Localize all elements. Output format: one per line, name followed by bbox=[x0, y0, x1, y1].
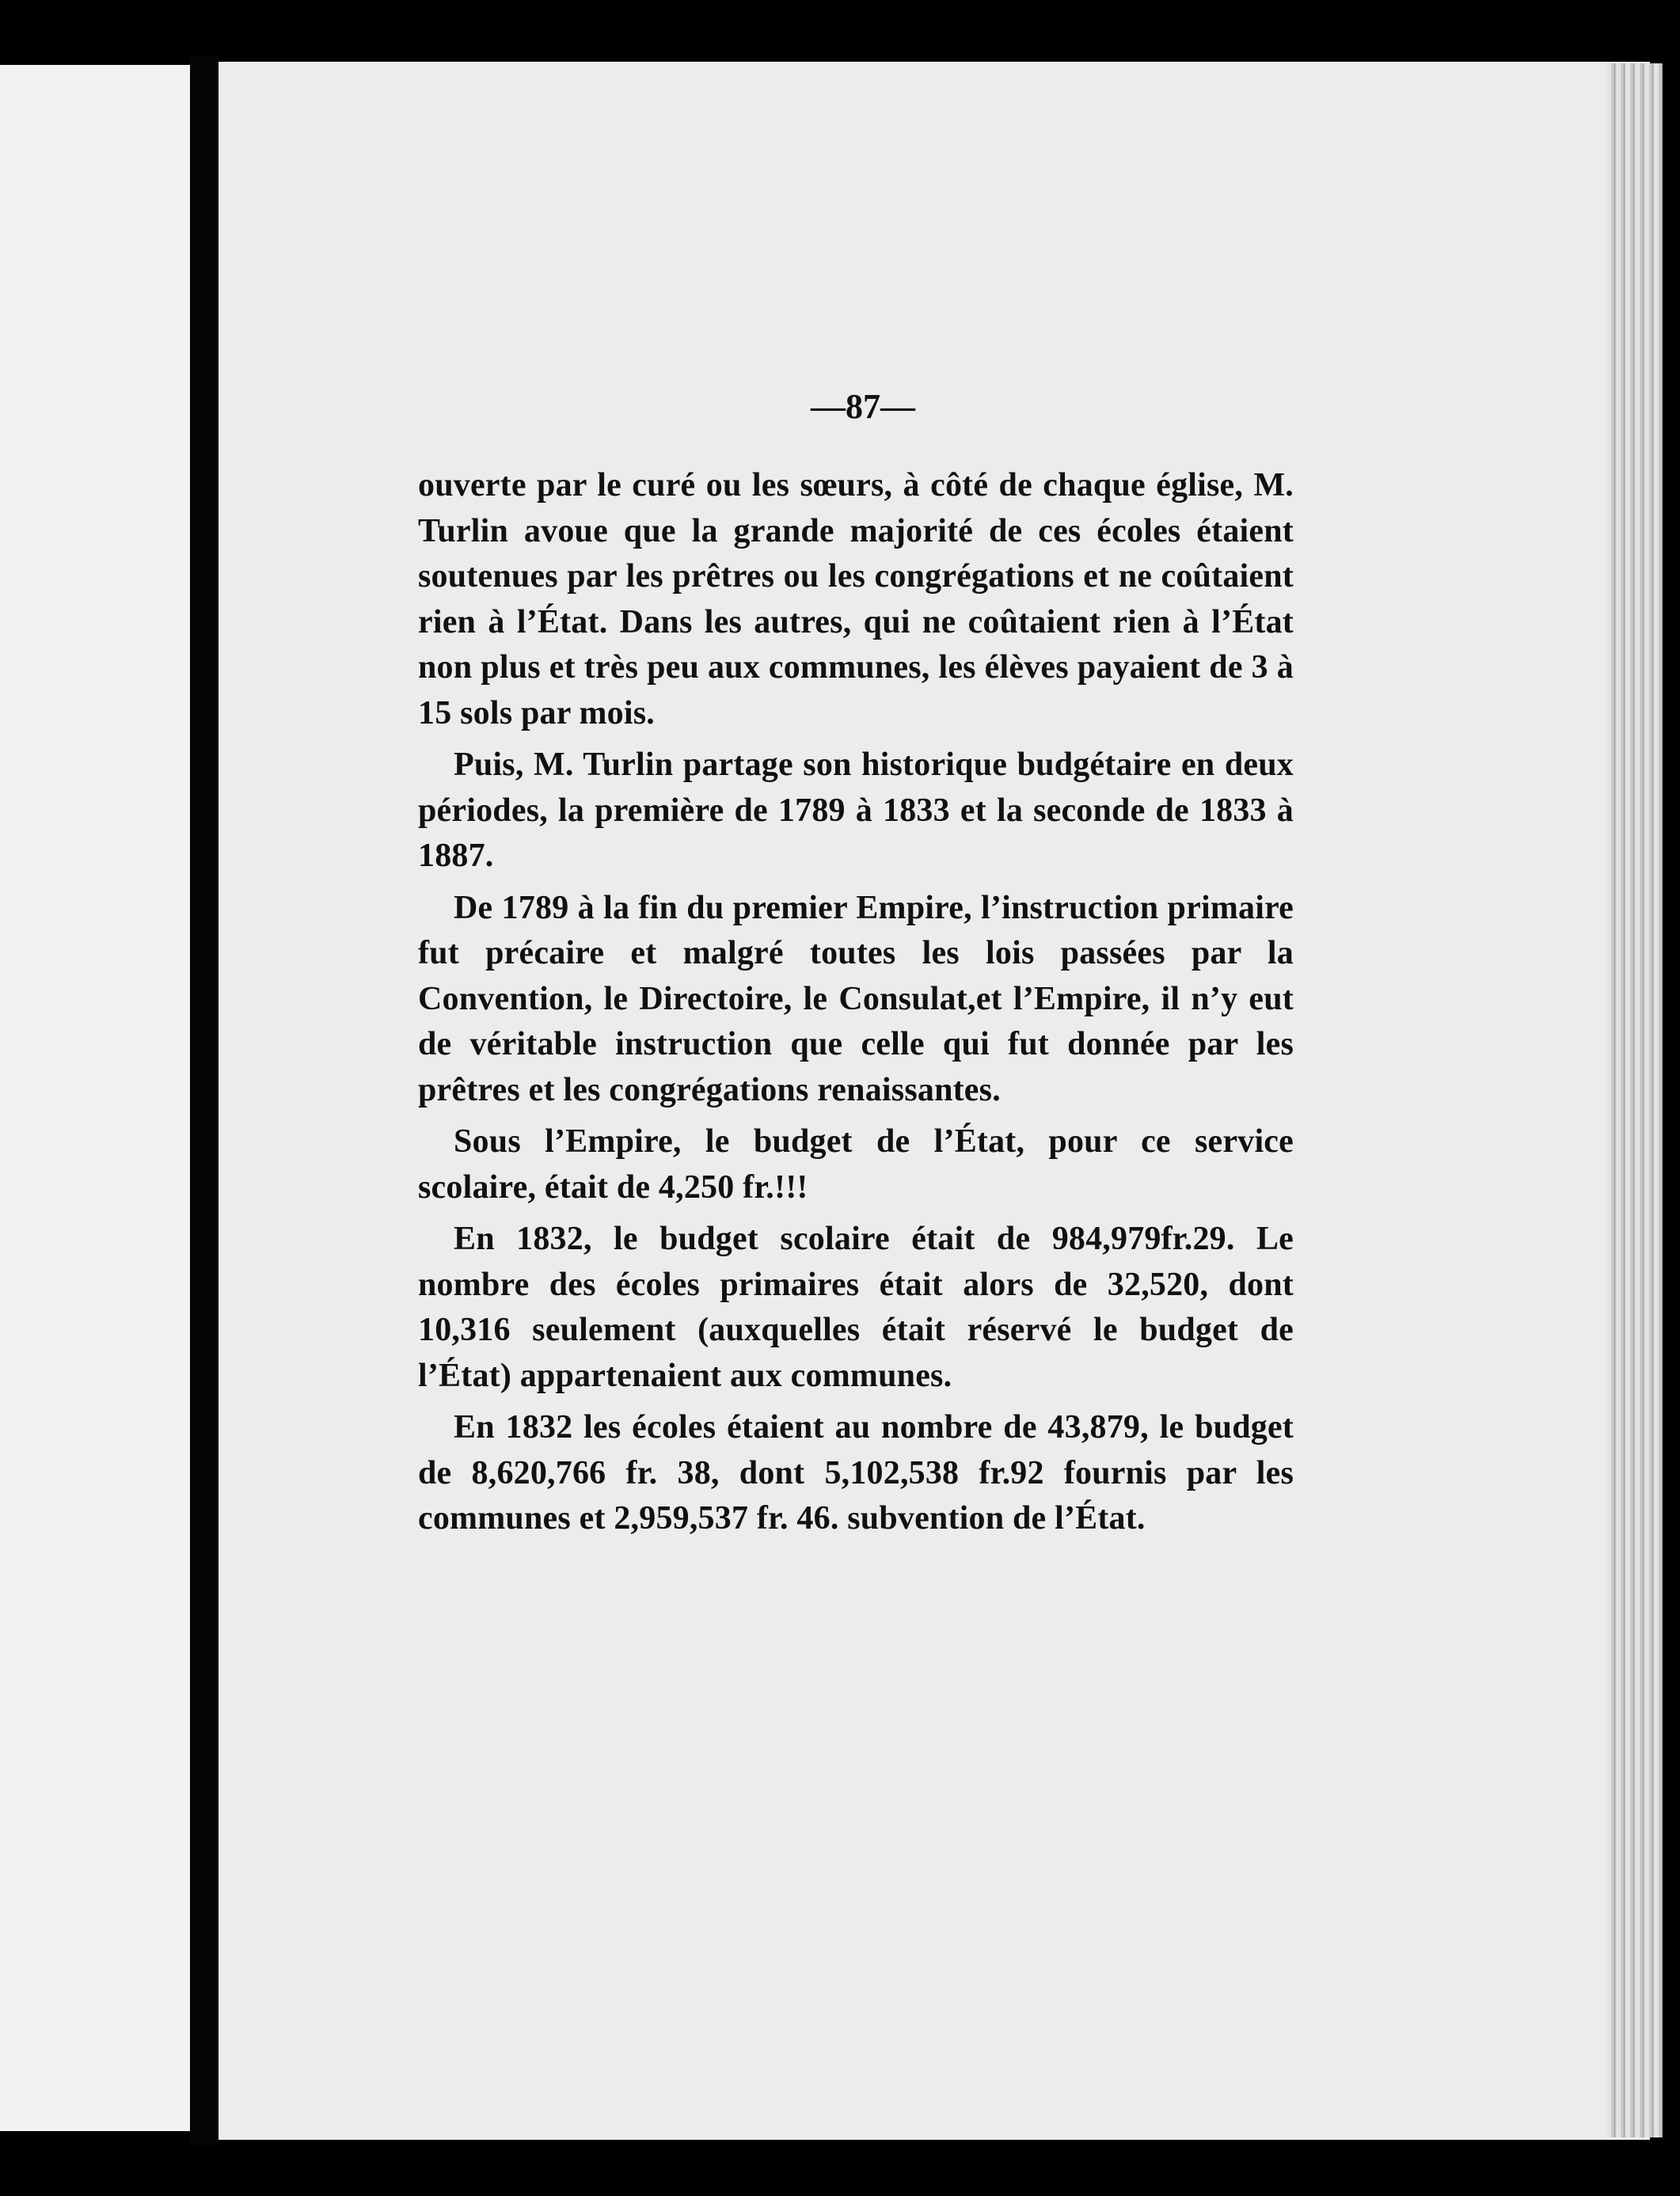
paragraph: De 1789 à la fin du premier Empire, l’instruction primaire fut précaire et malgré toutes les lois passées par la Convention, le Directoire, le Consulat,et l’Empire, il n’y eut de véritable instruction que celle qui fut donnée par les prêtres et les congrégations renaissantes. bbox=[418, 889, 1294, 1108]
body-text bbox=[418, 463, 1294, 1548]
page-number: —87— bbox=[811, 387, 915, 426]
left-page-edge bbox=[0, 65, 190, 2131]
paragraph: Puis, M. Turlin partage son historique budgétaire en deux périodes, la première de 1789 à 1833 et la seconde de 1833 à 1887. bbox=[418, 747, 1294, 874]
book-gutter bbox=[190, 55, 219, 2145]
page-stack-edge bbox=[1607, 63, 1663, 2137]
paragraph: Sous l’Empire, le budget de l’État, pour ce service scolaire, était de 4,250 fr.!!! bbox=[418, 1123, 1294, 1206]
paragraph: En 1832, le budget scolaire était de 984,979fr.29. Le nombre des écoles primaires était alors de 32,520, dont 10,316 seulement (auxquelles était réservé le budget de l’État) appartenaient aux communes. bbox=[418, 1221, 1294, 1394]
paragraph: En 1832 les écoles étaient au nombre de 43,879, le budget de 8,620,766 fr. 38, dont 5,102,538 fr.92 fournis par les communes et 2,959,537 fr. 46. subvention de l’État. bbox=[418, 1409, 1294, 1537]
paragraph: ouverte par le curé ou les sœurs, à côté de chaque église, M. Turlin avoue que la grande majorité de ces écoles étaient soutenues par les prêtres ou les congrégations et ne coûtaient rien à l’État. Dans les autres, qui ne coûtaient rien à l’État non plus et très peu aux communes, les élèves payaient de 3 à 15 sols par mois. bbox=[418, 467, 1294, 731]
